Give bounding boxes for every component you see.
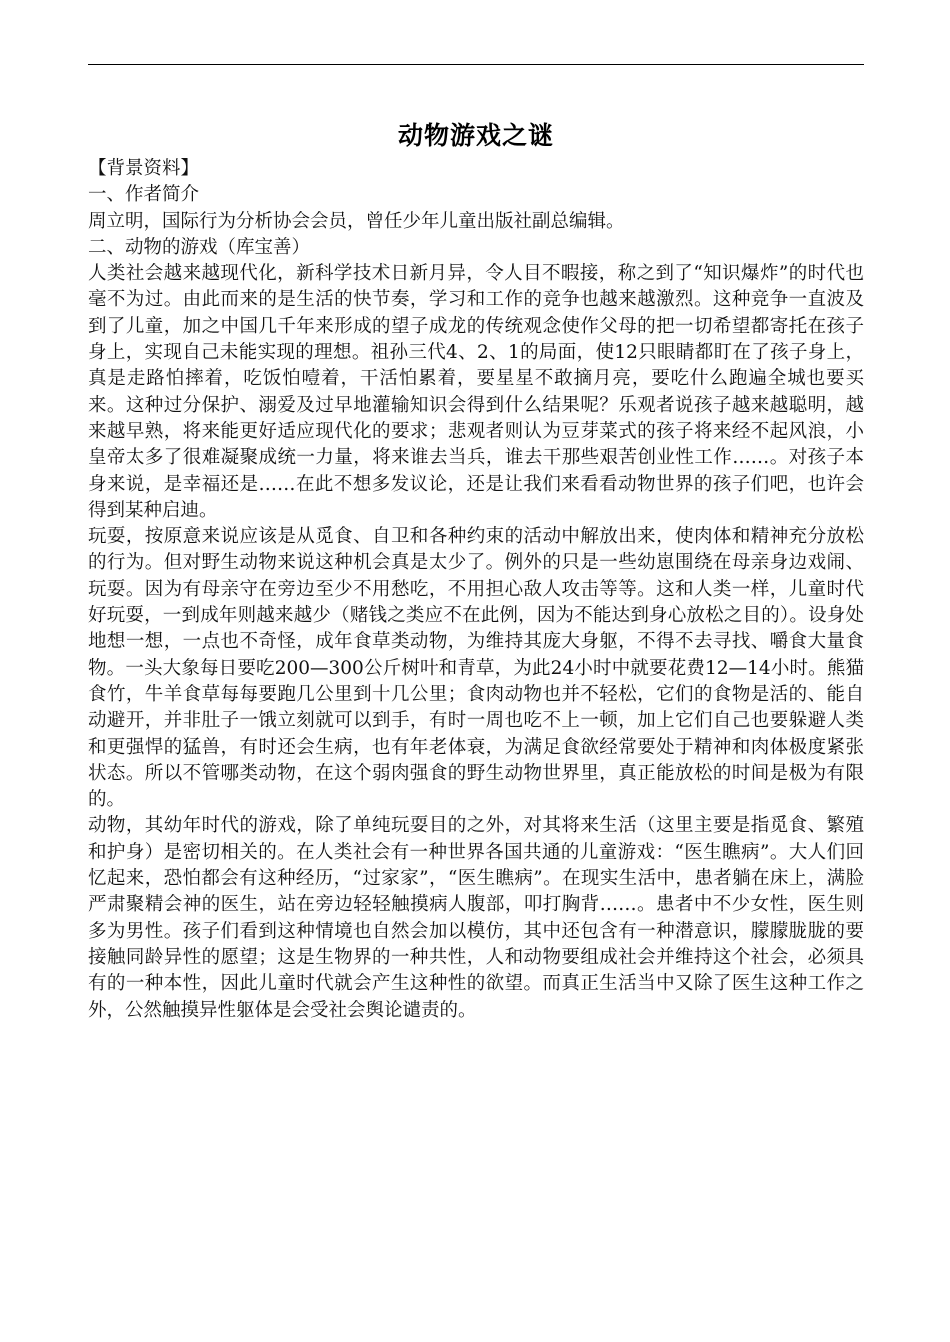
heading-author-intro: 一、作者简介: [88, 184, 200, 206]
heading-animal-games: 二、动物的游戏（库宝善）: [88, 236, 311, 258]
document-title: 动物游戏之谜: [397, 121, 554, 150]
document-body: [88, 116, 864, 1024]
header-rule: [88, 64, 864, 65]
paragraph-modernization: 人类社会越来越现代化，新科学技术日新月异，令人目不暇接，称之到了“知识爆炸”的时代也毫不为过。由此而来的是生活的快节奏，学习和工作的竞争也越来越激烈。这种竞争一直波及到了儿童，加之中国几千年来形成的望子成龙的传统观念使作父母的把一切希望都寄托在孩子身上，实现自己未能实现的理想。祖孙三代4、2、1的局面，使12只眼睛都盯在了孩子身上，真是走路怕摔着，吃饭怕噎着，干活怕累着，要星星不敢摘月亮，要吃什么跑遍全城也要买来。这种过分保护、溺爱及过早地灌输知识会得到什么结果呢？乐观者说孩子越来越聪明，越来越早熟，将来能更好适应现代化的要求；悲观者则认为豆芽菜式的孩子将来经不起风浪，小皇帝太多了很难凝聚成统一力量，将来谁去当兵，谁去干那些艰苦创业性工作……。对孩子本身来说，是幸福还是……在此不想多发议论，还是让我们来看看动物世界的孩子们吧，也许会得到某种启迪。: [88, 263, 864, 521]
paragraph-childhood-games: 动物，其幼年时代的游戏，除了单纯玩耍目的之外，对其将来生活（这里主要是指觅食、繁殖和护身）是密切相关的。在人类社会有一种世界各国共通的儿童游戏：“医生瞧病”。大人们回忆起来，恐怕都会有这种经历，“过家家”，“医生瞧病”。在现实生活中，患者躺在床上，满脸严肃聚精会神的医生，站在旁边轻轻触摸病人腹部，叩打胸背……。患者中不少女性，医生则多为男性。孩子们看到这种情境也自然会加以模仿，其中还包含有一种潜意识，朦朦胧胧的要接触同龄异性的愿望；这是生物界的一种共性，人和动物要组成社会并维持这个社会，必须具有的一种本性，因此儿童时代就会产生这种性的欲望。而真正生活当中又除了医生这种工作之外，公然触摸异性躯体是会受社会舆论谴责的。: [88, 815, 864, 1021]
paragraph-play: 玩耍，按原意来说应该是从觅食、自卫和各种约束的活动中解放出来，使肉体和精神充分放松的行为。但对野生动物来说这种机会真是太少了。例外的只是一些幼崽围绕在母亲身边戏闹、玩耍。因为有母亲守在旁边至少不用愁吃，不用担心敌人攻击等等。这和人类一样，儿童时代好玩耍，一到成年则越来越少（赌钱之类应不在此例，因为不能达到身心放松之目的）。设身处地想一想，一点也不奇怪，成年食草类动物，为维持其庞大身躯，不得不去寻找、嚼食大量食物。一头大象每日要吃200—300公斤树叶和青草，为此24小时中就要花费12—14小时。熊猫食竹，牛羊食草每每要跑几公里到十几公里；食肉动物也并不轻松，它们的食物是活的、能自动避开，并非肚子一饿立刻就可以到手，有时一周也吃不上一顿，加上它们自己也要躲避人类和更强悍的猛兽，有时还会生病，也有年老体衰，为满足食欲经常要处于精神和肉体极度紧张状态。所以不管哪类动物，在这个弱肉强食的野生动物世界里，真正能放松的时间是极为有限的。: [88, 526, 864, 811]
author-intro-text: 周立明，国际行为分析协会会员，曾任少年儿童出版社副总编辑。: [88, 210, 625, 232]
section-label: 【背景资料】: [88, 158, 200, 179]
